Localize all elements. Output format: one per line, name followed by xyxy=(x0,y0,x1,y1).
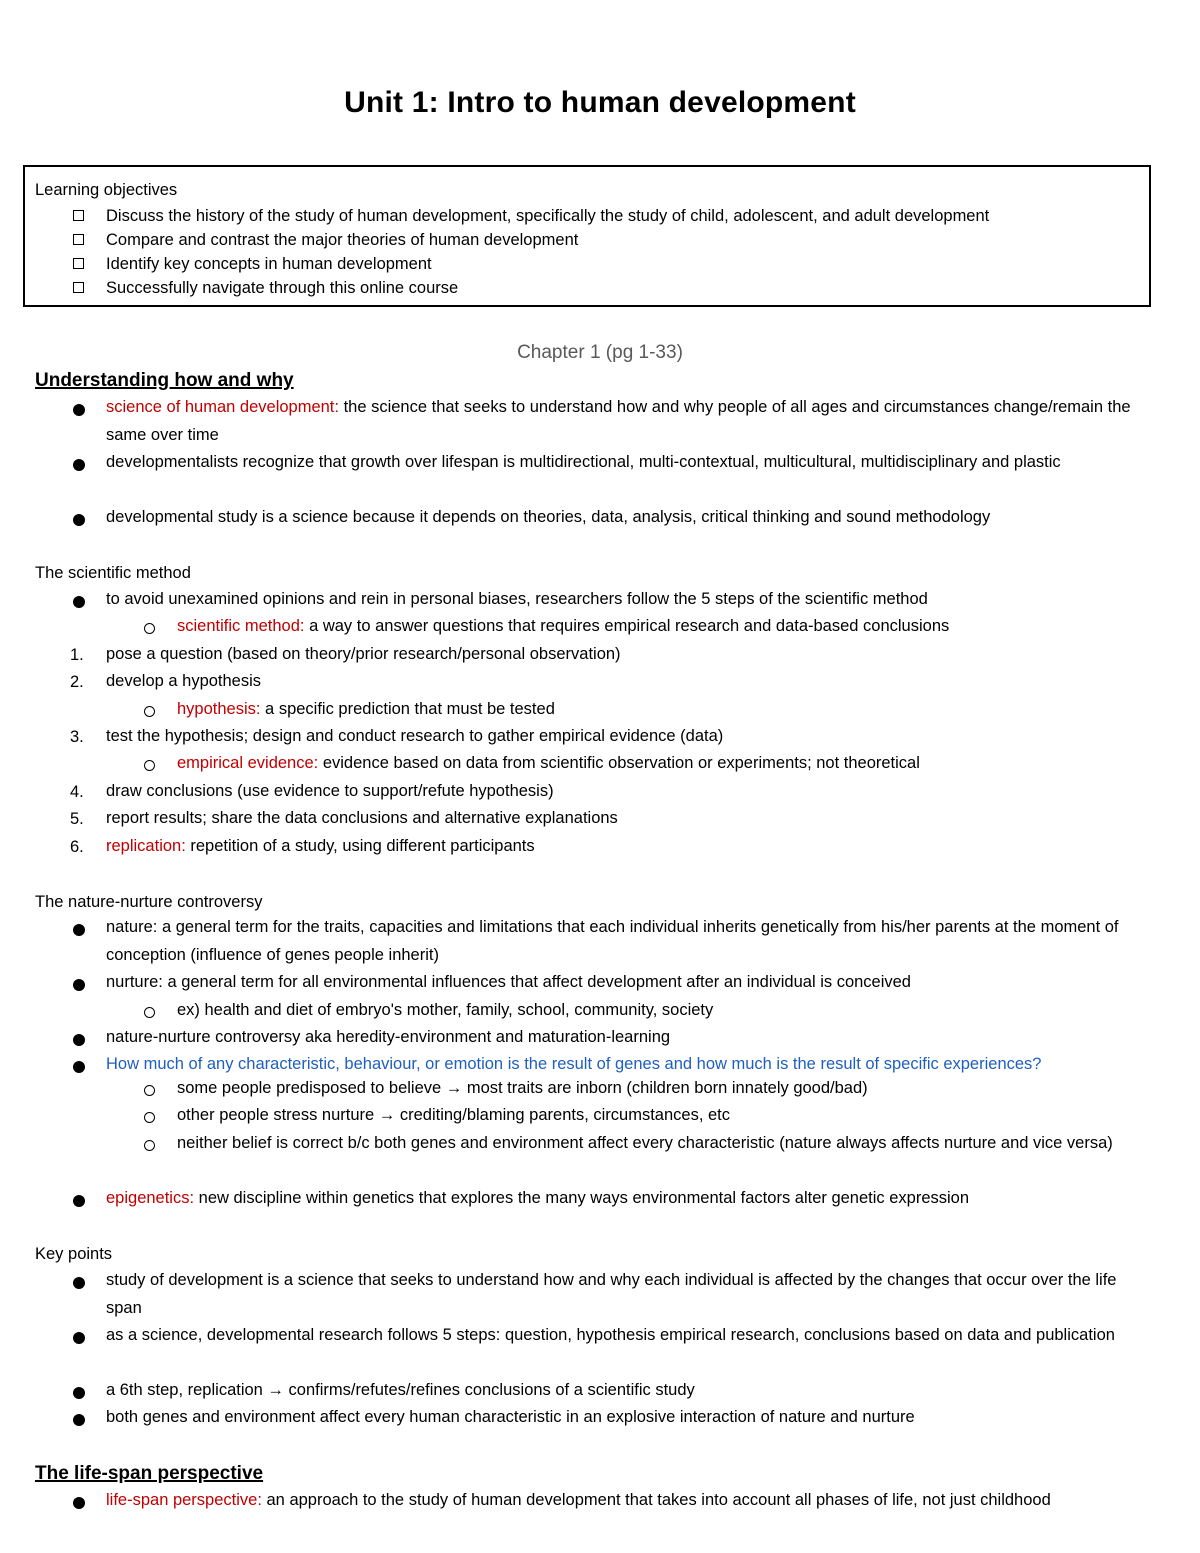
checkbox-icon xyxy=(73,258,84,269)
list-item: to avoid unexamined opinions and rein in personal biases, researchers follow the 5 steps of the scientific method xyxy=(106,590,928,608)
subheading-key-points: Key points xyxy=(35,1245,113,1263)
circle-bullet-icon xyxy=(144,623,155,634)
list-item: other people stress nurture → crediting/blaming parents, circumstances, etc xyxy=(177,1106,731,1124)
list-item: developmental study is a science because it depends on theories, data, analysis, critical thinking and sound methodology xyxy=(106,508,991,526)
step-number: 5. xyxy=(70,810,84,828)
list-item: life-span perspective: an approach to the study of human development that takes into account all phases of life, not just childhood xyxy=(106,1491,1051,1509)
checkbox-icon xyxy=(73,282,84,293)
bullet-icon xyxy=(73,1497,85,1509)
list-item: test the hypothesis; design and conduct research to gather empirical evidence (data) xyxy=(106,727,724,745)
circle-bullet-icon xyxy=(144,1085,155,1096)
list-item: scientific method: a way to answer questions that requires empirical research and data-based conclusions xyxy=(177,617,950,635)
list-item: epigenetics: new discipline within genetics that explores the many ways environmental factors alter genetic expression xyxy=(106,1189,970,1207)
step-number: 4. xyxy=(70,783,84,801)
list-item: report results; share the data conclusions and alternative explanations xyxy=(106,809,618,827)
objectives-heading: Learning objectives xyxy=(35,181,178,199)
page-title: Unit 1: Intro to human development xyxy=(344,86,856,119)
bullet-icon xyxy=(73,1034,85,1046)
list-item: How much of any characteristic, behaviour, or emotion is the result of genes and how much is the result of specific experiences? xyxy=(106,1055,1042,1073)
circle-bullet-icon xyxy=(144,1140,155,1151)
bullet-icon xyxy=(73,1061,85,1073)
list-item: developmentalists recognize that growth over lifespan is multidirectional, multi-contextual, multicultural, multidisciplinary and plastic xyxy=(106,453,1061,471)
circle-bullet-icon xyxy=(144,1112,155,1123)
section-heading-life-span: The life-span perspective xyxy=(35,1463,264,1484)
bullet-icon xyxy=(73,924,85,936)
list-item: pose a question (based on theory/prior research/personal observation) xyxy=(106,645,621,663)
list-item: ex) health and diet of embryo's mother, family, school, community, society xyxy=(177,1001,714,1019)
list-item: some people predisposed to believe → most traits are inborn (children born innately good/bad) xyxy=(177,1079,868,1097)
list-item: as a science, developmental research follows 5 steps: question, hypothesis empirical research, conclusions based on data and publication xyxy=(106,1326,1115,1344)
circle-bullet-icon xyxy=(144,706,155,717)
bullet-icon xyxy=(73,596,85,608)
circle-bullet-icon xyxy=(144,760,155,771)
bullet-icon xyxy=(73,979,85,991)
list-item: nurture: a general term for all environmental influences that affect development after an individual is conceived xyxy=(106,973,911,991)
bullet-icon xyxy=(73,459,85,471)
list-item: study of development is a science that seeks to understand how and why each individual is affected by the changes that occur over the life span xyxy=(106,1271,1117,1317)
section-heading-understanding: Understanding how and why xyxy=(35,370,294,391)
list-item: nature-nurture controversy aka heredity-environment and maturation-learning xyxy=(106,1028,671,1046)
step-number: 1. xyxy=(70,646,84,664)
list-item: science of human development: the science that seeks to understand how and why people of all ages and circumstances change/remain the same over time xyxy=(106,398,1131,444)
learning-objectives-box: Learning objectives Discuss the history of the study of human development, specifically the study of child, adolescent, and adult development Compare and contrast the major theories of human development Identify key concepts in human development Successfully navigate through this online course xyxy=(23,165,1151,307)
list-item: both genes and environment affect every human characteristic in an explosive interaction of nature and nurture xyxy=(106,1408,915,1426)
bullet-icon xyxy=(73,1414,85,1426)
list-item: develop a hypothesis xyxy=(106,672,262,690)
bullet-icon xyxy=(73,1387,85,1399)
list-item: nature: a general term for the traits, capacities and limitations that each individual inherits genetically from his/her parents at the moment of conception (influence of genes people inherit) xyxy=(106,918,1119,964)
bullet-icon xyxy=(73,404,85,416)
list-item: hypothesis: a specific prediction that must be tested xyxy=(177,700,555,718)
list-item: a 6th step, replication → confirms/refutes/refines conclusions of a scientific study xyxy=(106,1381,695,1399)
bullet-icon xyxy=(73,514,85,526)
step-number: 2. xyxy=(70,673,84,691)
list-item: draw conclusions (use evidence to support/refute hypothesis) xyxy=(106,782,554,800)
subheading-nature-nurture: The nature-nurture controversy xyxy=(35,893,263,911)
checkbox-icon xyxy=(73,234,84,245)
circle-bullet-icon xyxy=(144,1007,155,1018)
checkbox-icon xyxy=(73,210,84,221)
subheading-scientific-method: The scientific method xyxy=(35,564,191,582)
bullet-icon xyxy=(73,1332,85,1344)
list-item: replication: repetition of a study, using different participants xyxy=(106,837,535,855)
bullet-icon xyxy=(73,1277,85,1289)
list-item: neither belief is correct b/c both genes and environment affect every characteristic (nature always affects nurture and vice versa) xyxy=(177,1134,1113,1152)
step-number: 3. xyxy=(70,728,84,746)
chapter-heading: Chapter 1 (pg 1-33) xyxy=(517,342,683,363)
step-number: 6. xyxy=(70,838,84,856)
bullet-icon xyxy=(73,1195,85,1207)
list-item: empirical evidence: evidence based on data from scientific observation or experiments; not theoretical xyxy=(177,754,920,772)
